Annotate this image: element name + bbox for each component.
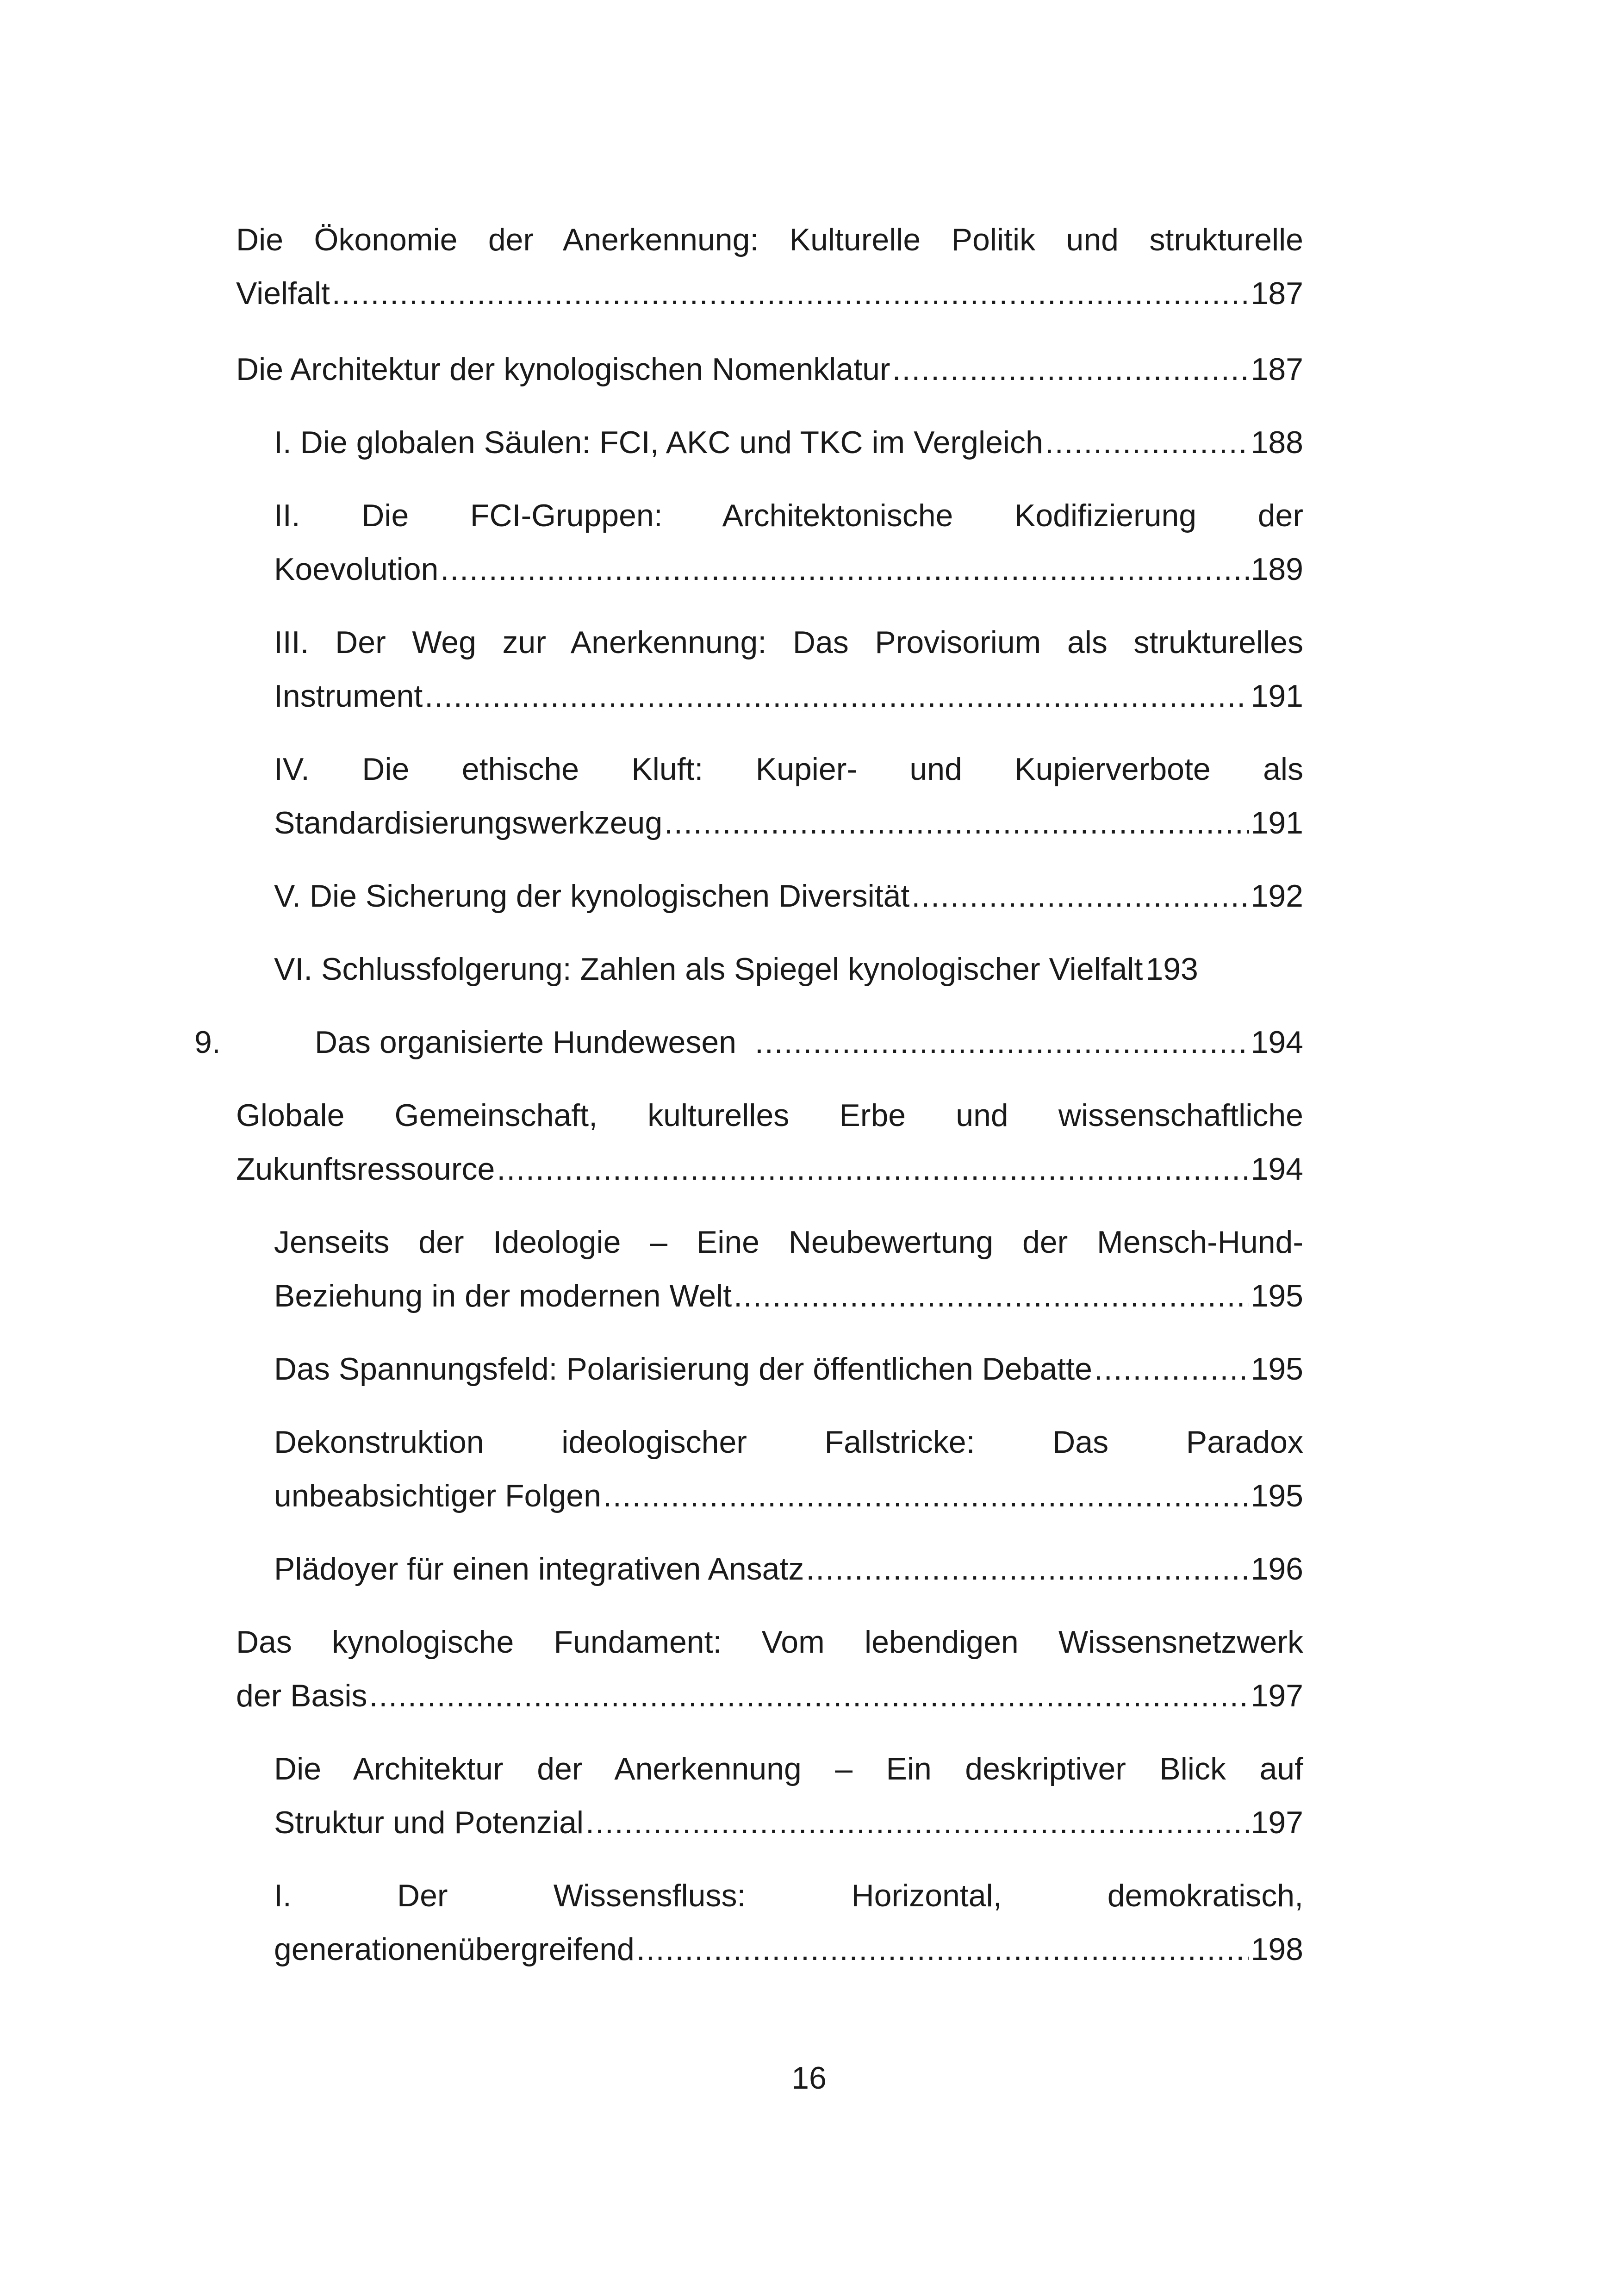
dot-leader — [755, 1015, 1248, 1069]
dot-leader — [424, 669, 1249, 723]
toc-entry-title-line: Koevolution — [274, 552, 439, 587]
toc-page-number: 197 — [1251, 1678, 1303, 1713]
toc-entry-title-line: generationenübergreifend — [274, 1932, 635, 1967]
toc-page-number: 191 — [1251, 678, 1303, 714]
toc-page-number: 195 — [1251, 1278, 1303, 1313]
toc-entry[interactable] — [236, 1615, 1303, 1723]
toc-entry-title-line: Standardisierungswerkzeug — [274, 805, 663, 840]
toc-entry-title-line: Dekonstruktion ideologischer Fallstricke: Das Paradox — [274, 1425, 1303, 1460]
dot-leader — [806, 1542, 1249, 1596]
dot-leader — [603, 1469, 1249, 1523]
dot-leader — [332, 267, 1249, 320]
toc-entry-title-line: IV. Die ethische Kluft: Kupier- und Kupierverbote als — [274, 752, 1303, 787]
dot-leader — [440, 542, 1249, 596]
toc-chapter-entry[interactable] — [194, 1015, 1303, 1069]
toc-entry[interactable] — [274, 1542, 1303, 1596]
toc-entry-title-line: der Basis — [236, 1678, 367, 1713]
toc-page-number: 189 — [1251, 552, 1303, 587]
dot-leader — [1045, 416, 1249, 469]
toc-entry-title: Plädoyer für einen integrativen Ansatz — [274, 1551, 804, 1587]
dot-leader — [734, 1269, 1249, 1323]
toc-entry-title-line: Zukunftsressource — [236, 1151, 495, 1187]
dot-leader — [497, 1142, 1249, 1196]
toc-entry[interactable] — [236, 342, 1303, 396]
dot-leader — [892, 342, 1249, 396]
toc-entry[interactable] — [274, 1415, 1303, 1523]
dot-leader — [369, 1669, 1249, 1723]
toc-page-number: 193 — [1145, 952, 1198, 987]
toc-entry-title-line: Globale Gemeinschaft, kulturelles Erbe und wissenschaftliche — [236, 1098, 1303, 1133]
toc-entry[interactable] — [274, 416, 1303, 469]
footer-page-number: 16 — [791, 2060, 827, 2096]
toc-entry-title-line: Vielfalt — [236, 276, 330, 311]
toc-entry-title-line: unbeabsichtiger Folgen — [274, 1478, 601, 1513]
toc-entry[interactable] — [274, 1742, 1303, 1849]
toc-page-number: 195 — [1251, 1351, 1303, 1387]
toc-entry-title-line: III. Der Weg zur Anerkennung: Das Provisorium als strukturelles — [274, 625, 1303, 660]
toc-page-number: 187 — [1251, 352, 1303, 387]
toc-entry-title-line: Struktur und Potenzial — [274, 1805, 584, 1840]
toc-entry-title: I. Die globalen Säulen: FCI, AKC und TKC im Vergleich — [274, 425, 1043, 460]
toc-entry-title-line: Beziehung in der modernen Welt — [274, 1278, 732, 1313]
toc-page-number: 194 — [1251, 1151, 1303, 1187]
toc-entry[interactable] — [236, 1089, 1303, 1196]
toc-page-number: 195 — [1251, 1478, 1303, 1513]
dot-leader — [911, 869, 1249, 923]
toc-entry[interactable] — [274, 489, 1303, 596]
toc-entry-title: VI. Schlussfolgerung: Zahlen als Spiegel kynologischer Vielfalt — [274, 952, 1143, 987]
toc-page-number: 198 — [1251, 1932, 1303, 1967]
toc-page-number: 187 — [1251, 276, 1303, 311]
toc-entry[interactable] — [274, 1869, 1303, 1976]
toc-entry-title: Die Architektur der kynologischen Nomenklatur — [236, 352, 890, 387]
toc-entry-title-line: Die Ökonomie der Anerkennung: Kulturelle Politik und strukturelle — [236, 222, 1303, 257]
dot-leader — [585, 1796, 1249, 1849]
toc-page-number: 194 — [1251, 1025, 1303, 1060]
toc-entry[interactable] — [274, 1215, 1303, 1323]
toc-entry-title-line: II. Die FCI-Gruppen: Architektonische Kodifizierung der — [274, 498, 1303, 533]
dot-leader — [1094, 1342, 1249, 1396]
toc-entry[interactable] — [274, 869, 1303, 923]
toc-entry[interactable] — [274, 616, 1303, 723]
toc-entry[interactable] — [274, 942, 1303, 996]
dot-leader — [664, 796, 1249, 850]
toc-entry-title: V. Die Sicherung der kynologischen Diversität — [274, 878, 910, 914]
toc-entry-title-line: Die Architektur der Anerkennung – Ein deskriptiver Blick auf — [274, 1751, 1303, 1786]
toc-entry[interactable] — [274, 742, 1303, 850]
toc-page-number: 188 — [1251, 425, 1303, 460]
toc-page-number: 191 — [1251, 805, 1303, 840]
toc-entry-title-line: I. Der Wissensfluss: Horizontal, demokratisch, — [274, 1878, 1303, 1913]
toc-entry-title: Das Spannungsfeld: Polarisierung der öffentlichen Debatte — [274, 1351, 1092, 1387]
toc-entry[interactable] — [274, 1342, 1303, 1396]
chapter-title: Das organisierte Hundewesen — [315, 1025, 736, 1060]
toc-entry-title-line: Jenseits der Ideologie – Eine Neubewertung der Mensch-Hund- — [274, 1225, 1303, 1260]
toc-page-number: 197 — [1251, 1805, 1303, 1840]
dot-leader — [636, 1923, 1249, 1976]
toc-entry-title-line: Das kynologische Fundament: Vom lebendigen Wissensnetzwerk — [236, 1624, 1303, 1660]
toc-page-number: 196 — [1251, 1551, 1303, 1587]
toc-page-number: 192 — [1251, 878, 1303, 914]
chapter-number: 9. — [194, 1025, 221, 1060]
toc-entry[interactable] — [236, 213, 1303, 320]
toc-entry-title-line: Instrument — [274, 678, 423, 714]
